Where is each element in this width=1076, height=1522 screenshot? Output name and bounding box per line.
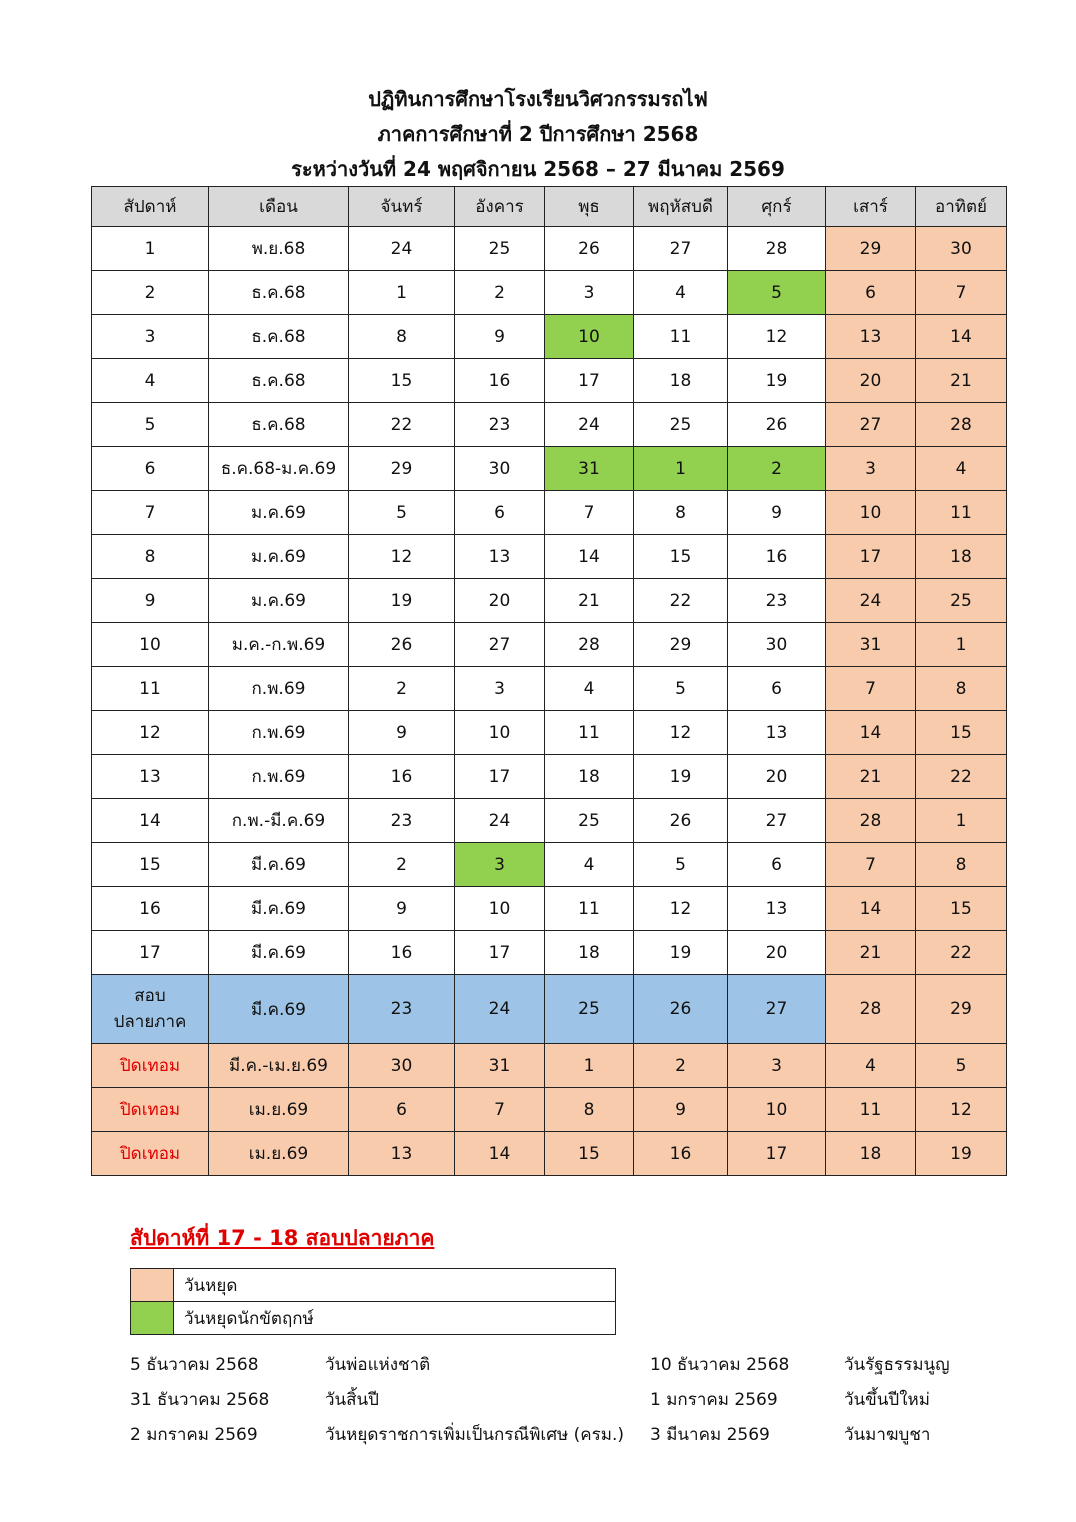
month-cell: มี.ค.69 [209,887,349,931]
day-cell: 30 [728,623,826,667]
day-cell: 17 [455,931,545,975]
day-cell: 15 [916,887,1007,931]
day-cell: 2 [634,1044,728,1088]
week-cell: 13 [92,755,209,799]
day-cell: 1 [634,447,728,491]
day-cell: 17 [545,359,634,403]
day-cell: 4 [545,667,634,711]
day-cell: 17 [455,755,545,799]
day-cell: 21 [545,579,634,623]
day-cell: 21 [826,931,916,975]
day-cell: 24 [455,975,545,1044]
exam-label-cell [92,975,209,1044]
holiday-date: 2 มกราคม 2569 [130,1425,258,1445]
day-cell: 8 [916,843,1007,887]
day-cell: 25 [545,799,634,843]
day-cell: 2 [349,667,455,711]
day-cell: 11 [545,887,634,931]
day-cell: 27 [455,623,545,667]
week-cell: 4 [92,359,209,403]
day-cell: 8 [916,667,1007,711]
table-row [92,271,1007,315]
day-cell: 28 [916,403,1007,447]
header-week: สัปดาห์ [92,187,209,227]
month-cell: ธ.ค.68 [209,315,349,359]
day-cell: 30 [916,227,1007,271]
header-thursday: พฤหัสบดี [634,187,728,227]
table-row [92,843,1007,887]
table-row [92,623,1007,667]
header-sunday: อาทิตย์ [916,187,1007,227]
day-cell: 4 [545,843,634,887]
day-cell: 10 [455,711,545,755]
week-cell: 1 [92,227,209,271]
day-cell: 28 [826,975,916,1044]
day-cell: 23 [349,975,455,1044]
day-cell: 10 [728,1088,826,1132]
holiday-date: 10 ธันวาคม 2568 [650,1355,790,1375]
holiday-note-row [130,1383,1030,1418]
exam-row [92,975,1007,1044]
day-cell: 14 [545,535,634,579]
legend-label-public-holiday: วันหยุดนักขัตฤกษ์ [174,1302,616,1335]
month-cell: ธ.ค.68-ม.ค.69 [209,447,349,491]
day-cell: 14 [455,1132,545,1176]
day-cell: 5 [634,667,728,711]
day-cell: 7 [916,271,1007,315]
holiday-name: วันขึ้นปีใหม่ [844,1390,930,1410]
day-cell: 5 [634,843,728,887]
month-cell: ธ.ค.68 [209,403,349,447]
day-cell: 6 [826,271,916,315]
day-cell: 3 [545,271,634,315]
week-cell: 9 [92,579,209,623]
day-cell: 20 [826,359,916,403]
week-cell: 15 [92,843,209,887]
holiday-date: 31 ธันวาคม 2568 [130,1390,270,1410]
week-cell: 2 [92,271,209,315]
day-cell: 18 [634,359,728,403]
month-cell: มี.ค.69 [209,843,349,887]
day-cell: 1 [349,271,455,315]
week-cell: 10 [92,623,209,667]
closed-label-cell: ปิดเทอม [92,1132,209,1176]
day-cell: 9 [634,1088,728,1132]
day-cell: 14 [826,711,916,755]
day-cell: 13 [455,535,545,579]
day-cell: 5 [916,1044,1007,1088]
day-cell: 3 [826,447,916,491]
day-cell: 2 [349,843,455,887]
month-cell: เม.ย.69 [209,1088,349,1132]
day-cell: 28 [545,623,634,667]
day-cell: 26 [545,227,634,271]
day-cell: 30 [349,1044,455,1088]
day-cell: 12 [728,315,826,359]
day-cell: 18 [916,535,1007,579]
table-body [92,227,1007,1176]
day-cell: 27 [728,799,826,843]
day-cell: 22 [916,755,1007,799]
day-cell: 24 [826,579,916,623]
day-cell: 14 [916,315,1007,359]
table-row [92,931,1007,975]
header-month: เดือน [209,187,349,227]
day-cell: 19 [349,579,455,623]
day-cell: 5 [349,491,455,535]
table-row [92,491,1007,535]
month-cell: ธ.ค.68 [209,271,349,315]
holiday-name: วันรัฐธรรมนูญ [844,1355,950,1375]
legend-row-holiday [131,1269,616,1302]
day-cell: 9 [349,887,455,931]
day-cell: 27 [826,403,916,447]
day-cell: 10 [455,887,545,931]
day-cell: 12 [634,711,728,755]
day-cell: 16 [455,359,545,403]
day-cell: 31 [455,1044,545,1088]
day-cell: 19 [634,931,728,975]
month-cell: ม.ค.69 [209,579,349,623]
day-cell: 13 [826,315,916,359]
day-cell: 7 [826,667,916,711]
day-cell: 1 [545,1044,634,1088]
table-row [92,755,1007,799]
closed-label-cell: ปิดเทอม [92,1044,209,1088]
holiday-notes [130,1348,1030,1453]
table-row [92,447,1007,491]
header-tuesday: อังคาร [455,187,545,227]
holiday-name: วันหยุดราชการเพิ่มเป็นกรณีพิเศษ (ครม.) [325,1425,624,1445]
day-cell: 10 [826,491,916,535]
exam-label-line2: ปลายภาค [113,1012,187,1032]
day-cell: 17 [826,535,916,579]
table-row [92,359,1007,403]
week-cell: 11 [92,667,209,711]
week-cell: 14 [92,799,209,843]
week-cell: 17 [92,931,209,975]
day-cell: 23 [728,579,826,623]
legend-row-public-holiday [131,1302,616,1335]
header-friday: ศุกร์ [728,187,826,227]
day-cell: 9 [728,491,826,535]
day-cell: 23 [349,799,455,843]
day-cell: 12 [349,535,455,579]
day-cell: 20 [728,755,826,799]
day-cell: 4 [826,1044,916,1088]
day-cell: 25 [916,579,1007,623]
holiday-date: 1 มกราคม 2569 [650,1390,778,1410]
exam-weeks-heading: สัปดาห์ที่ 17 - 18 สอบปลายภาค [130,1226,435,1250]
day-cell: 29 [349,447,455,491]
day-cell: 22 [349,403,455,447]
day-cell: 29 [634,623,728,667]
week-cell: 3 [92,315,209,359]
legend-table [130,1268,616,1335]
month-cell: มี.ค.69 [209,931,349,975]
day-cell: 18 [545,755,634,799]
holiday-date: 5 ธันวาคม 2568 [130,1355,259,1375]
day-cell: 18 [826,1132,916,1176]
legend-label-holiday: วันหยุด [174,1269,616,1302]
day-cell: 7 [826,843,916,887]
day-cell: 22 [916,931,1007,975]
day-cell: 11 [545,711,634,755]
day-cell: 8 [545,1088,634,1132]
closed-row [92,1132,1007,1176]
day-cell: 8 [349,315,455,359]
holiday-name: วันสิ้นปี [325,1390,379,1410]
academic-calendar-table [91,186,1007,1176]
day-cell: 29 [826,227,916,271]
day-cell: 2 [728,447,826,491]
header-wednesday: พุธ [545,187,634,227]
legend-swatch-holiday [131,1269,174,1302]
week-cell: 16 [92,887,209,931]
day-cell: 24 [349,227,455,271]
day-cell: 24 [545,403,634,447]
day-cell: 7 [545,491,634,535]
day-cell: 13 [728,887,826,931]
day-cell: 7 [455,1088,545,1132]
header-monday: จันทร์ [349,187,455,227]
day-cell: 25 [545,975,634,1044]
header-saturday: เสาร์ [826,187,916,227]
month-cell: ก.พ.69 [209,667,349,711]
day-cell: 25 [634,403,728,447]
day-cell: 19 [728,359,826,403]
day-cell: 21 [916,359,1007,403]
exam-label-line1: สอบ [134,986,166,1006]
day-cell: 30 [455,447,545,491]
table-row [92,579,1007,623]
day-cell: 15 [916,711,1007,755]
day-cell: 16 [634,1132,728,1176]
week-cell: 7 [92,491,209,535]
table-row [92,403,1007,447]
month-cell: ก.พ.69 [209,755,349,799]
day-cell: 3 [728,1044,826,1088]
day-cell: 16 [349,931,455,975]
day-cell: 28 [728,227,826,271]
day-cell: 31 [826,623,916,667]
month-cell: เม.ย.69 [209,1132,349,1176]
day-cell: 26 [728,403,826,447]
week-cell: 8 [92,535,209,579]
month-cell: ธ.ค.68 [209,359,349,403]
day-cell: 6 [728,667,826,711]
month-cell: ม.ค.-ก.พ.69 [209,623,349,667]
day-cell: 6 [728,843,826,887]
day-cell: 14 [826,887,916,931]
day-cell: 13 [728,711,826,755]
holiday-name: วันพ่อแห่งชาติ [325,1355,431,1375]
day-cell: 6 [349,1088,455,1132]
day-cell: 4 [634,271,728,315]
day-cell: 4 [916,447,1007,491]
day-cell: 18 [545,931,634,975]
day-cell: 16 [728,535,826,579]
day-cell: 19 [916,1132,1007,1176]
closed-row [92,1044,1007,1088]
holiday-date: 3 มีนาคม 2569 [650,1425,770,1445]
day-cell: 11 [634,315,728,359]
day-cell: 26 [349,623,455,667]
holiday-name: วันมาฆบูชา [844,1425,931,1445]
day-cell: 15 [349,359,455,403]
month-cell: ก.พ.69 [209,711,349,755]
day-cell: 27 [728,975,826,1044]
month-cell: ม.ค.69 [209,491,349,535]
month-cell: มี.ค.-เม.ย.69 [209,1044,349,1088]
holiday-note-row [130,1348,1030,1383]
day-cell: 10 [545,315,634,359]
day-cell: 17 [728,1132,826,1176]
week-cell: 5 [92,403,209,447]
week-cell: 6 [92,447,209,491]
day-cell: 3 [455,667,545,711]
day-cell: 26 [634,975,728,1044]
closed-row [92,1088,1007,1132]
closed-label-cell: ปิดเทอม [92,1088,209,1132]
legend-swatch-public-holiday [131,1302,174,1335]
day-cell: 6 [455,491,545,535]
day-cell: 9 [349,711,455,755]
day-cell: 5 [728,271,826,315]
title-semester: ภาคการศึกษาที่ 2 ปีการศึกษา 2568 [377,122,699,146]
day-cell: 22 [634,579,728,623]
table-row [92,315,1007,359]
day-cell: 16 [349,755,455,799]
day-cell: 27 [634,227,728,271]
month-cell: ม.ค.69 [209,535,349,579]
day-cell: 11 [826,1088,916,1132]
table-row [92,227,1007,271]
day-cell: 3 [455,843,545,887]
table-row [92,535,1007,579]
day-cell: 31 [545,447,634,491]
title-date-range: ระหว่างวันที่ 24 พฤศจิกายน 2568 – 27 มีนาคม 2569 [291,157,785,181]
day-cell: 15 [545,1132,634,1176]
day-cell: 20 [455,579,545,623]
day-cell: 12 [916,1088,1007,1132]
document-titles [0,82,1076,187]
day-cell: 13 [349,1132,455,1176]
day-cell: 23 [455,403,545,447]
table-row [92,799,1007,843]
title-school: ปฏิทินการศึกษาโรงเรียนวิศวกรรมรถไฟ [368,87,708,111]
table-row [92,887,1007,931]
day-cell: 25 [455,227,545,271]
day-cell: 15 [634,535,728,579]
holiday-note-row [130,1418,1030,1453]
day-cell: 1 [916,623,1007,667]
month-cell: พ.ย.68 [209,227,349,271]
day-cell: 2 [455,271,545,315]
day-cell: 8 [634,491,728,535]
day-cell: 1 [916,799,1007,843]
day-cell: 12 [634,887,728,931]
day-cell: 21 [826,755,916,799]
day-cell: 24 [455,799,545,843]
day-cell: 28 [826,799,916,843]
day-cell: 26 [634,799,728,843]
day-cell: 29 [916,975,1007,1044]
month-cell: ก.พ.-มี.ค.69 [209,799,349,843]
month-cell: มี.ค.69 [209,975,349,1044]
day-cell: 19 [634,755,728,799]
week-cell: 12 [92,711,209,755]
day-cell: 11 [916,491,1007,535]
table-row [92,711,1007,755]
table-header-row [92,187,1007,227]
day-cell: 20 [728,931,826,975]
day-cell: 9 [455,315,545,359]
table-row [92,667,1007,711]
